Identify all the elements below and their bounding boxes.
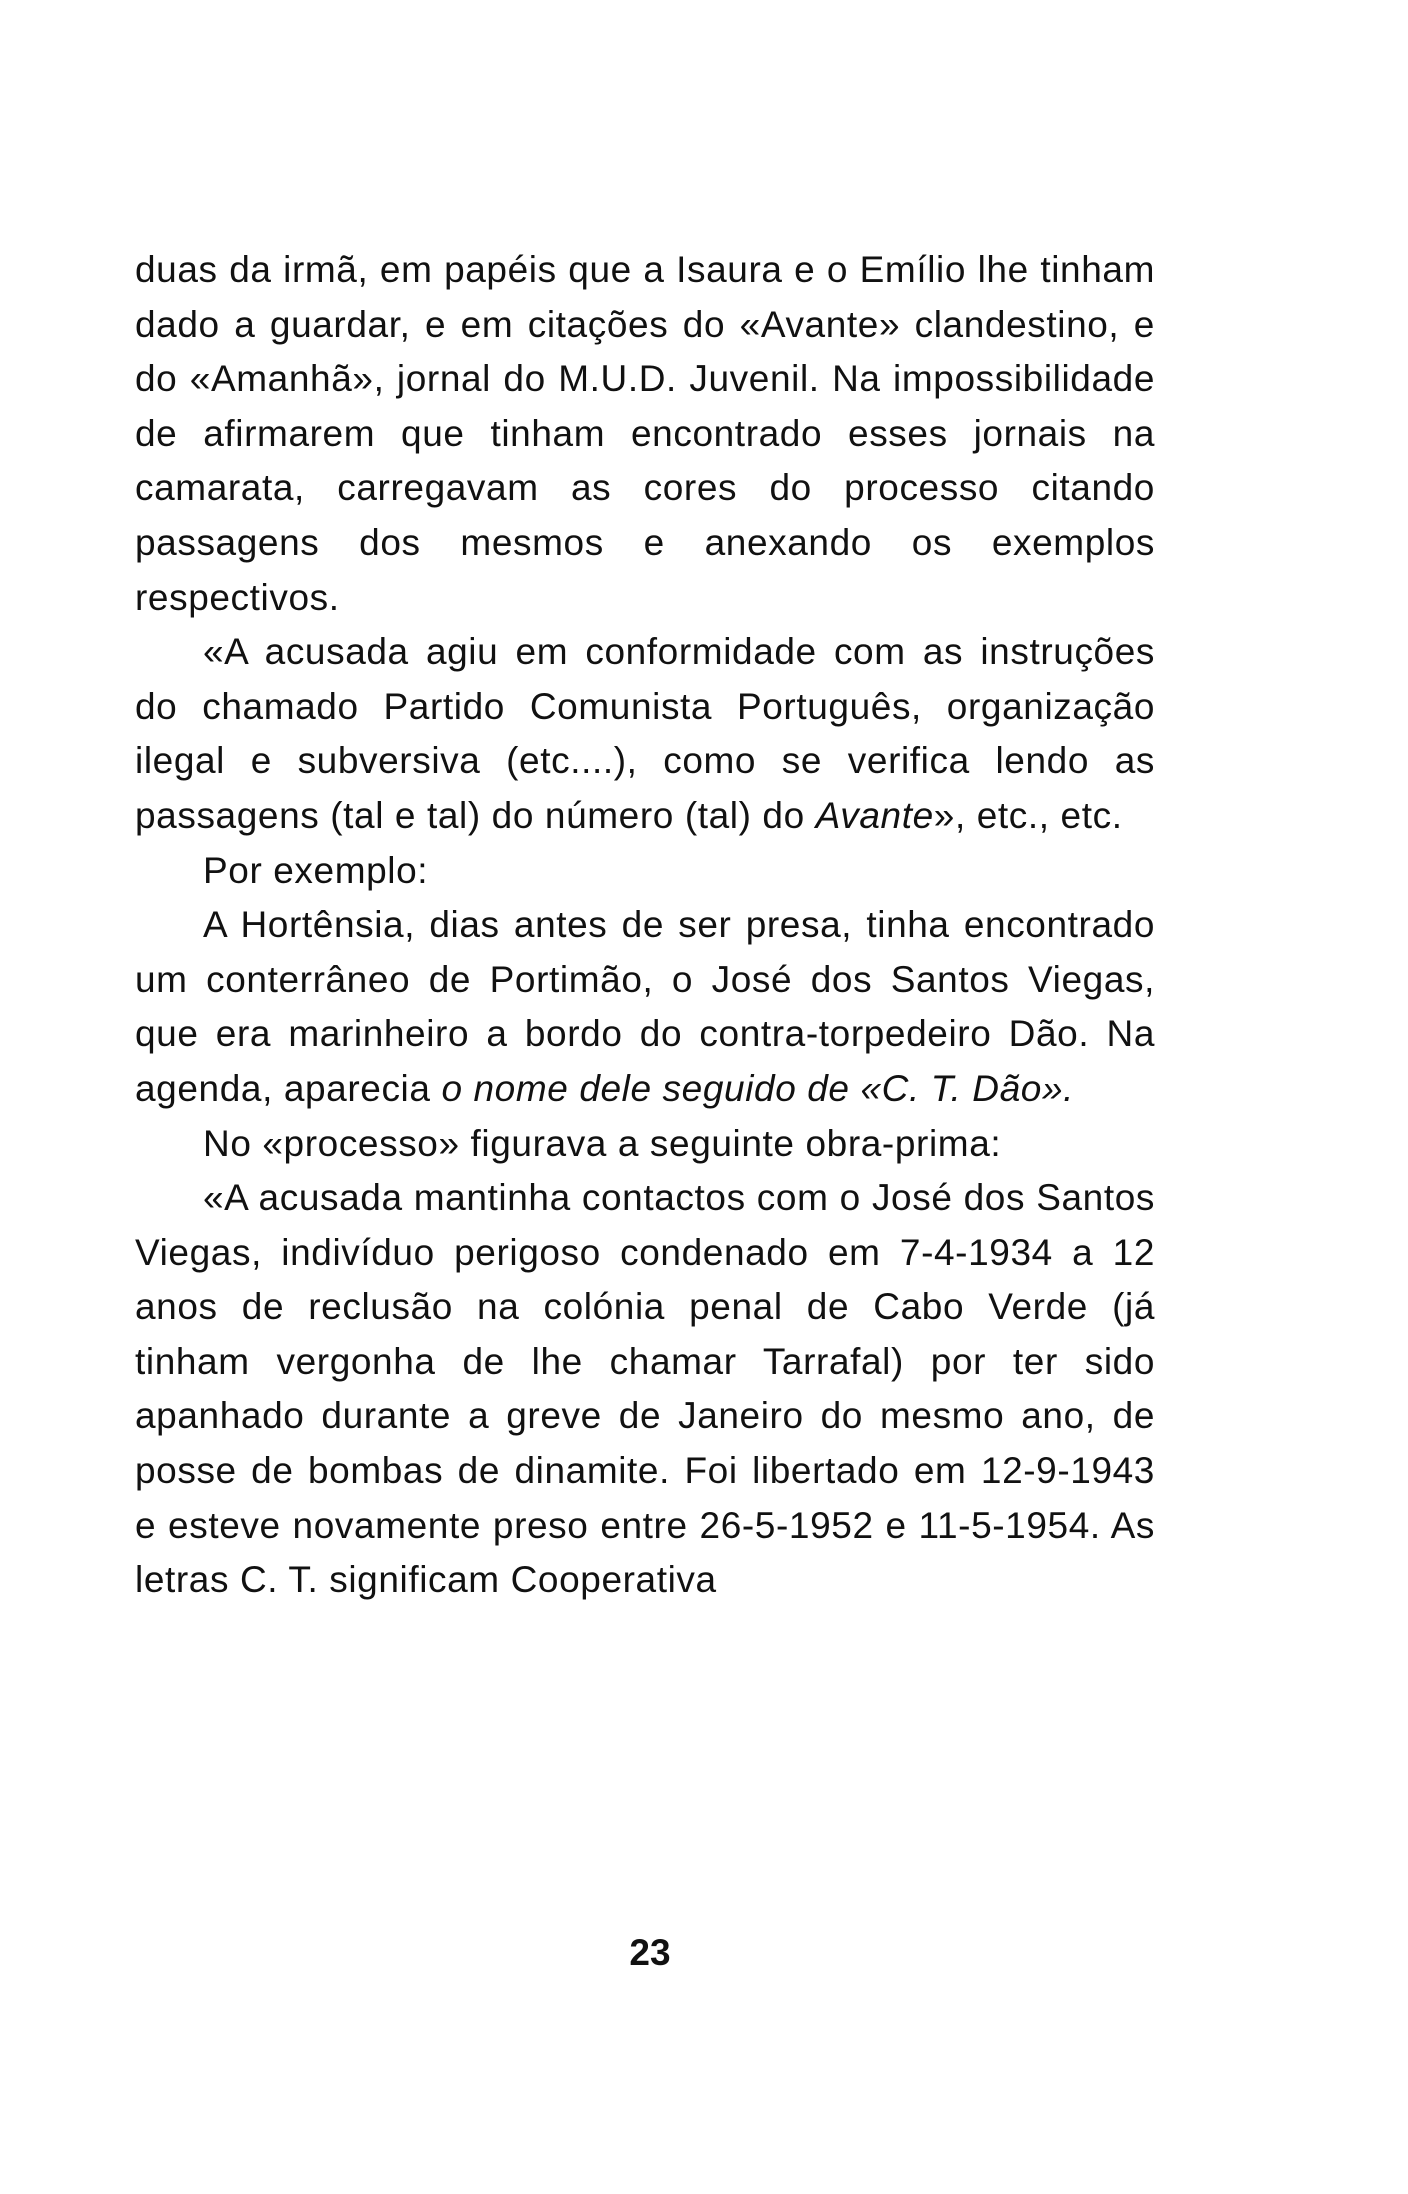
paragraph bbox=[135, 625, 1155, 843]
page-number: 23 bbox=[629, 1932, 671, 1973]
text-segment: «A acusada agiu em conformidade com as instruções do chamado Partido Comunista Português, organização ilegal e subversiva (etc....), como se verifica lendo as passagens (tal e tal) do número (tal) do bbox=[135, 631, 1155, 836]
text-segment: duas da irmã, em papéis que a Isaura e o Emílio lhe tinham dado a guardar, e em citações do «Avante» clandestino, e do «Amanhã», jornal do M.U.D. Juvenil. Na impossibilidade de afirmarem que tinham encontrado esses jornais na camarata, carregavam as cores do processo citando passagens dos mesmos e anexando os exemplos respectivos. bbox=[135, 249, 1155, 618]
italic-text-segment: Avante bbox=[815, 794, 934, 836]
text-segment: No «processo» figurava a seguinte obra-prima: bbox=[203, 1122, 1002, 1164]
paragraph bbox=[135, 1171, 1155, 1608]
paragraph bbox=[135, 1117, 1155, 1172]
text-segment: Por exemplo: bbox=[203, 849, 429, 891]
text-segment: », etc., etc. bbox=[933, 794, 1123, 836]
body-text bbox=[135, 243, 1155, 1608]
italic-text-segment: o nome dele seguido de «C. T. Dão». bbox=[441, 1067, 1075, 1109]
paragraph bbox=[135, 243, 1155, 625]
text-segment: A Hortênsia, dias antes de ser presa, tinha encontrado um conterrâneo de Portimão, o José dos Santos Viegas, que era marinheiro a bordo do contra-torpedeiro Dão. Na agenda, aparecia bbox=[135, 904, 1155, 1109]
paragraph bbox=[135, 844, 1155, 899]
paragraph bbox=[135, 898, 1155, 1116]
text-segment: «A acusada mantinha contactos com o José dos Santos Viegas, indivíduo perigoso condenado em 7-4-1934 a 12 anos de reclusão na colónia penal de Cabo Verde (já tinham vergonha de lhe chamar Tarrafal) por ter sido apanhado durante a greve de Janeiro do mesmo ano, de posse de bombas de dinamite. Foi libertado em 12-9-1943 e esteve novamente preso entre 26-5-1952 e 11-5-1954. As letras C. T. significam Cooperativa bbox=[135, 1177, 1155, 1601]
